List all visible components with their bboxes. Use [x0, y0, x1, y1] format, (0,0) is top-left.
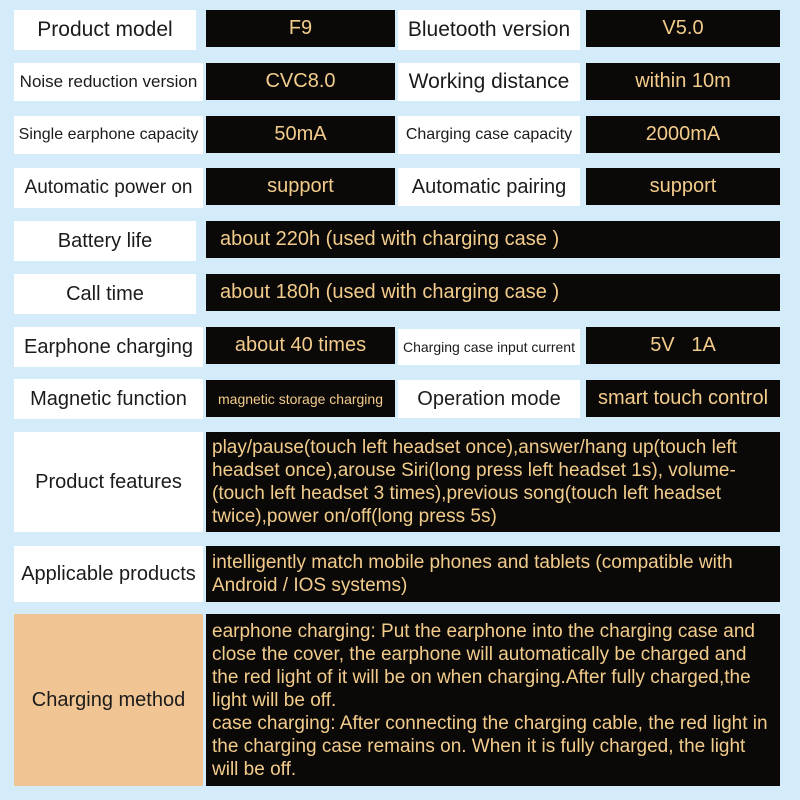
value-automatic-power-on: support: [206, 168, 395, 205]
value-single-earphone-capacity: 50mA: [206, 116, 395, 153]
label-magnetic-function: Magnetic function: [14, 379, 203, 419]
label-applicable-products: Applicable products: [14, 546, 203, 602]
label-charging-case-capacity: Charging case capacity: [398, 116, 580, 154]
value-charging-case-input-current: 5V 1A: [586, 327, 780, 364]
value-bluetooth-version: V5.0: [586, 10, 780, 47]
label-operation-mode: Operation mode: [398, 380, 580, 418]
label-battery-life: Battery life: [14, 221, 196, 261]
charging-method-case-text: case charging: After connecting the charging cable, the red light in the charging case remains on. When it is fully charged, the light will be off.: [212, 712, 768, 780]
label-automatic-power-on: Automatic power on: [14, 168, 203, 208]
label-charging-case-input-current: Charging case input current: [398, 329, 580, 365]
value-earphone-charging: about 40 times: [206, 327, 395, 364]
label-working-distance: Working distance: [398, 63, 580, 101]
value-call-time: about 180h (used with charging case ): [206, 274, 780, 311]
value-product-features: play/pause(touch left headset once),answer/hang up(touch left headset once),arouse Siri(long press left headset 1s), volume-(touch left headset 3 times),previous song(touch left headset twice),power on/off(long press 5s): [206, 432, 780, 532]
value-magnetic-function: magnetic storage charging: [206, 380, 395, 417]
charging-method-earphone-text: earphone charging: Put the earphone into the charging case and close the cover, the earphone will automatically be charged and the red light of it will be on when charging.After fully charged,the light will be off.: [212, 620, 755, 711]
label-automatic-pairing: Automatic pairing: [398, 168, 580, 206]
label-call-time: Call time: [14, 274, 196, 314]
value-operation-mode: smart touch control: [586, 380, 780, 417]
label-noise-reduction: Noise reduction version: [14, 63, 203, 101]
value-automatic-pairing: support: [586, 168, 780, 205]
value-charging-case-capacity: 2000mA: [586, 116, 780, 153]
label-single-earphone-capacity: Single earphone capacity: [14, 116, 203, 154]
value-charging-method: [206, 614, 780, 786]
value-noise-reduction: CVC8.0: [206, 63, 395, 100]
label-product-model: Product model: [14, 10, 196, 50]
label-charging-method: Charging method: [14, 614, 203, 786]
label-earphone-charging: Earphone charging: [14, 327, 203, 367]
value-product-model: F9: [206, 10, 395, 47]
value-battery-life: about 220h (used with charging case ): [206, 221, 780, 258]
label-product-features: Product features: [14, 432, 203, 532]
value-working-distance: within 10m: [586, 63, 780, 100]
value-applicable-products: intelligently match mobile phones and tablets (compatible with Android / IOS systems): [206, 546, 780, 602]
label-bluetooth-version: Bluetooth version: [398, 10, 580, 50]
